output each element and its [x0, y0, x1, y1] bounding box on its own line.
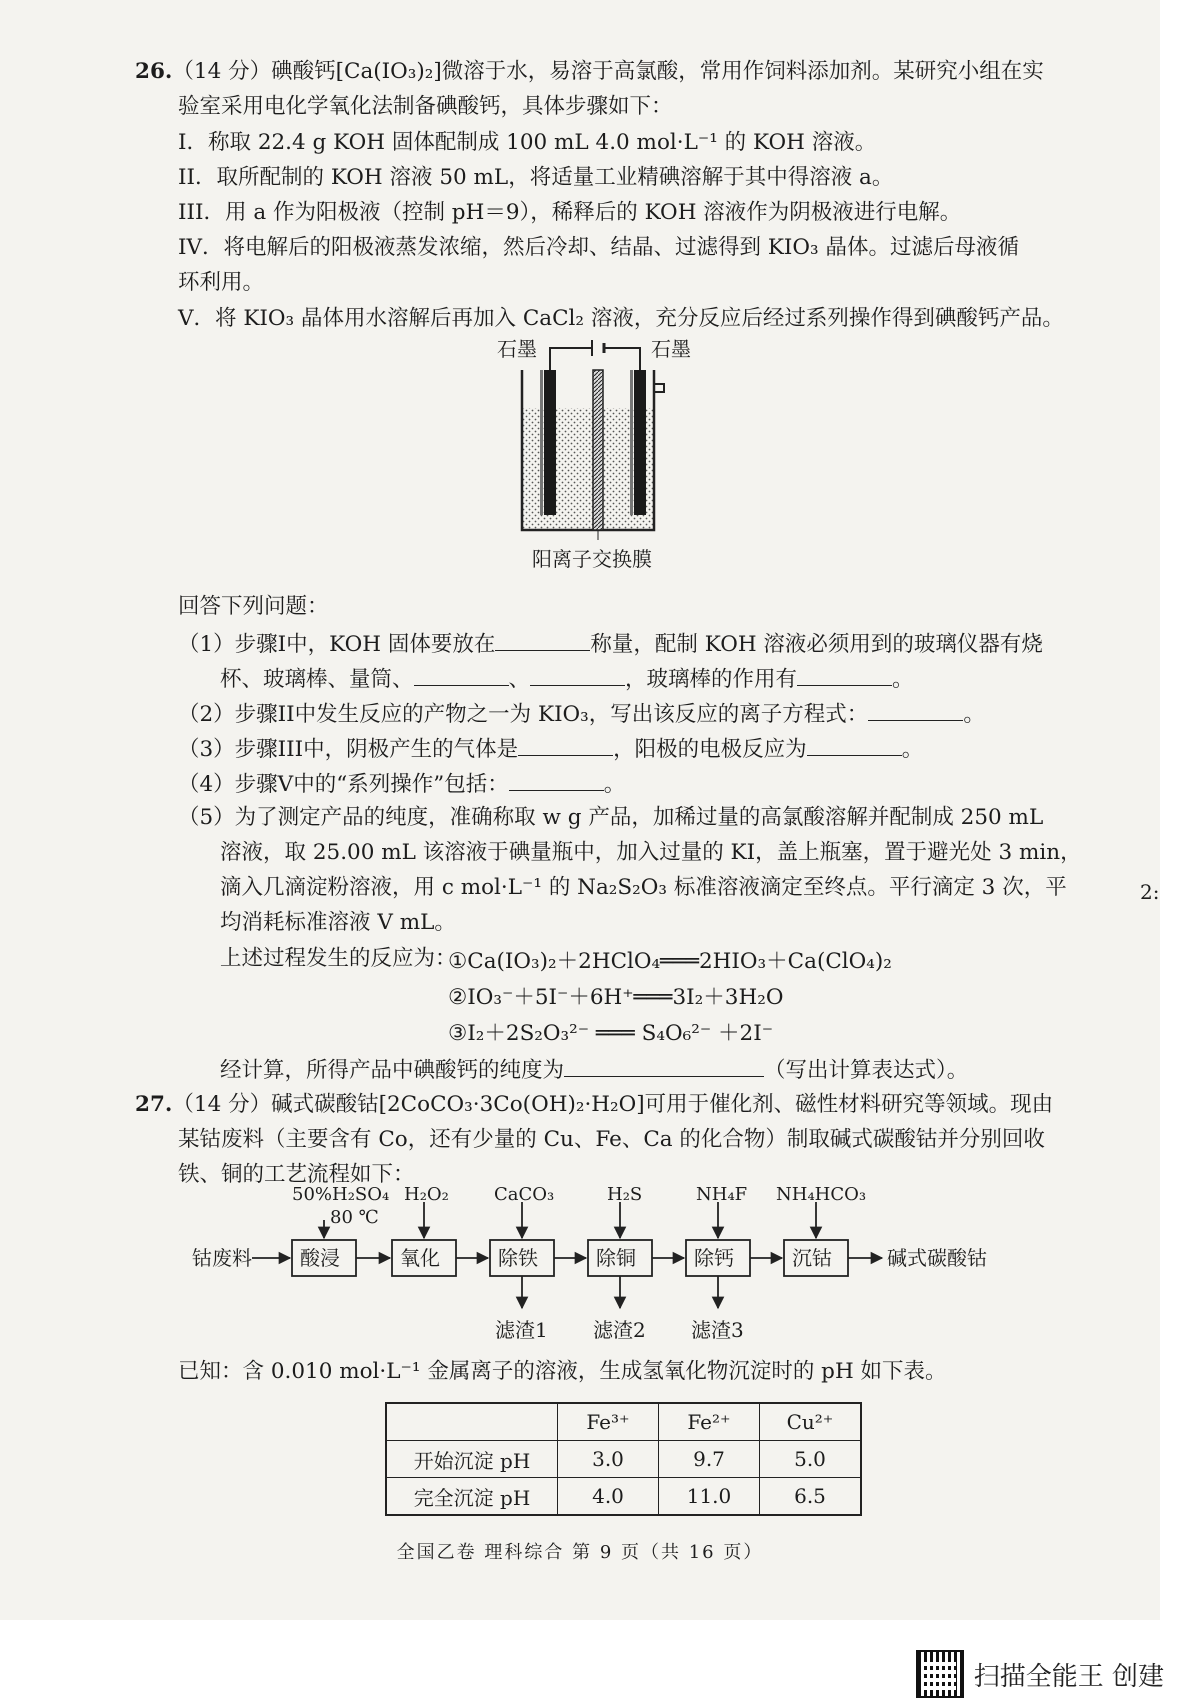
reagent-calcium-carbonate: CaCO₃: [494, 1184, 555, 1205]
answer-blank-3[interactable]: [530, 663, 625, 686]
q26-step-5: V．将 KIO₃ 晶体用水溶解后再加入 CaCl₂ 溶液，充分反应后经过系列操作得到碘酸钙产品。: [178, 306, 1064, 331]
q26-step-4b: 环利用。: [178, 270, 265, 295]
wire-left: [550, 348, 592, 375]
step-label-oxidation: 氧化: [400, 1246, 440, 1270]
table-cell: 3.0: [558, 1441, 659, 1478]
table-cell: 开始沉淀 pH: [386, 1441, 558, 1478]
q27-intro-1: 碱式碳酸钴[2CoCO₃·3Co(OH)₂·H₂O]可用于催化剂、磁性材料研究等领域。现由: [271, 1092, 1054, 1117]
reagent-sulfuric-acid: 50%H₂SO₄: [292, 1184, 390, 1205]
answer-blank-9[interactable]: [564, 1054, 764, 1077]
answer-blank-1[interactable]: [495, 628, 590, 651]
q26-step-3: III．用 a 作为阳极液（控制 pH＝9），稀释后的 KOH 溶液作为阴极液进行电解。: [178, 200, 962, 225]
q26-intro-line1: [135, 57, 1044, 87]
sub5-line1: （5）为了测定产品的纯度，准确称取 w g 产品，加稀过量的高氯酸溶解并配制成 250 mL: [178, 805, 1044, 830]
q26-intro-1: 碘酸钙[Ca(IO₃)₂]微溶于水，易溶于高氯酸，常用作饲料添加剂。某研究小组在实: [271, 59, 1044, 84]
sub1-separator: 、: [508, 667, 531, 692]
sub-question-1-line2: [220, 663, 914, 695]
ph-table: [385, 1402, 862, 1516]
step-label-remove-calcium: 除钙: [694, 1246, 734, 1270]
table-cell: 9.7: [659, 1441, 760, 1478]
sub-question-3: [178, 733, 923, 765]
table-row: [386, 1478, 861, 1516]
table-cell: 6.5: [760, 1478, 862, 1516]
step-label-acid-leach: 酸浸: [300, 1246, 340, 1270]
sub5-line4: 均消耗标准溶液 V mL。: [220, 910, 456, 935]
sub1-text-b: 称量，配制 KOH 溶液必须用到的玻璃仪器有烧: [590, 632, 1043, 657]
table-cell: 11.0: [659, 1478, 760, 1516]
known-condition: 已知：含 0.010 mol·L⁻¹ 金属离子的溶液，生成氢氧化物沉淀时的 pH 如下表。: [178, 1359, 947, 1384]
q26-intro-2: 验室采用电化学氧化法制备碘酸钙，具体步骤如下：: [178, 94, 673, 119]
step-label-remove-copper: 除铜: [596, 1246, 636, 1270]
sub1-text-d: ，玻璃棒的作用有: [625, 667, 798, 692]
page-footer: 全国乙卷 理科综合 第 9 页（共 16 页）: [396, 1542, 764, 1563]
sub-question-2: [178, 698, 985, 730]
flow-start-label: 钴废料: [192, 1246, 252, 1270]
right-electrode-label: 石墨: [651, 337, 691, 361]
q26-step-2: II．取所配制的 KOH 溶液 50 mL，将适量工业精碘溶解于其中得溶液 a。: [178, 165, 894, 190]
table-header-cell: Fe³⁺: [558, 1403, 659, 1441]
sub1-end: 。: [892, 667, 914, 692]
flow-end-label: 碱式碳酸钴: [887, 1246, 987, 1270]
answer-blank-2[interactable]: [414, 663, 509, 686]
q26-number: 26.: [135, 59, 173, 84]
answer-blank-4[interactable]: [797, 663, 892, 686]
right-graphite-electrode: [634, 370, 646, 515]
residue-2: 滤渣2: [593, 1318, 646, 1342]
q27-intro-2: 某钴废料（主要含有 Co，还有少量的 Cu、Fe、Ca 的化合物）制取碱式碳酸钴并分别回收: [178, 1127, 1045, 1152]
reaction-1: ①Ca(IO₃)₂＋2HClO₄═══2HIO₃＋Ca(ClO₄)₂: [448, 949, 892, 974]
condition-temperature: 80 ℃: [330, 1207, 379, 1228]
q27-score: （14 分）: [172, 1092, 272, 1117]
table-cell: 4.0: [558, 1478, 659, 1516]
residue-1: 滤渣1: [495, 1318, 548, 1342]
sub3-end: 。: [901, 737, 924, 762]
q26-step-4a: IV．将电解后的阳极液蒸发浓缩，然后冷却、结晶、过滤得到 KIO₃ 晶体。过滤后母液循: [178, 235, 1019, 260]
sub4-end: 。: [603, 772, 626, 797]
residue-3: 滤渣3: [691, 1318, 744, 1342]
answer-prompt: 回答下列问题：: [178, 594, 329, 619]
table-row: [386, 1441, 861, 1478]
sub5-line2: 溶液，取 25.00 mL 该溶液于碘量瓶中，加入过量的 KI，盖上瓶塞，置于避光处 3 min，: [220, 840, 1082, 865]
electrolysis-cell-diagram: [510, 340, 750, 564]
table-cell: 完全沉淀 pH: [386, 1478, 558, 1516]
qr-code-icon: [916, 1650, 964, 1698]
table-header-cell: Cu²⁺: [760, 1403, 862, 1441]
sub-question-1-line1: [178, 628, 1043, 660]
reagent-hydrogen-peroxide: H₂O₂: [404, 1184, 449, 1205]
sub4-text: （4）步骤V中的“系列操作”包括：: [178, 772, 509, 797]
sub2-end: 。: [963, 702, 985, 727]
step-label-precipitate-cobalt: 沉钴: [792, 1246, 832, 1270]
table-header-cell: Fe²⁺: [659, 1403, 760, 1441]
reagent-hydrogen-sulfide: H₂S: [607, 1184, 643, 1205]
reagent-ammonium-bicarbonate: NH₄HCO₃: [776, 1184, 867, 1205]
q27-intro-3: 铁、铜的工艺流程如下：: [178, 1162, 415, 1187]
reaction-3: ③I₂＋2S₂O₃²⁻ ═══ S₄O₆²⁻ ＋2I⁻: [448, 1021, 774, 1046]
scanner-watermark-text: 扫描全能王 创建: [973, 1661, 1164, 1692]
purity-text-a: 经计算，所得产品中碘酸钙的纯度为: [220, 1058, 565, 1083]
table-cell: 5.0: [760, 1441, 862, 1478]
outlet-tube: [654, 384, 664, 392]
answer-blank-7[interactable]: [807, 733, 902, 756]
edge-mark: 2:: [1140, 880, 1160, 904]
reagent-ammonium-fluoride: NH₄F: [696, 1184, 748, 1205]
q26-score: （14 分）: [172, 59, 272, 84]
answer-blank-5[interactable]: [868, 698, 963, 721]
q26-step-1: I．称取 22.4 g KOH 固体配制成 100 mL 4.0 mol·L⁻¹ 的 KOH 溶液。: [178, 130, 877, 155]
q27-intro-line1: [135, 1090, 1053, 1120]
scanner-watermark: [916, 1650, 1164, 1698]
reaction-2: ②IO₃⁻＋5I⁻＋6H⁺═══3I₂＋3H₂O: [448, 985, 784, 1010]
purity-text-b: （写出计算表达式）。: [764, 1058, 969, 1083]
sub-question-4: [178, 768, 625, 800]
step-label-remove-iron: 除铁: [498, 1246, 538, 1270]
q27-number: 27.: [135, 1092, 173, 1117]
answer-blank-6[interactable]: [518, 733, 613, 756]
membrane-label: 阳离子交换膜: [532, 547, 652, 571]
answer-blank-8[interactable]: [509, 768, 604, 791]
cation-exchange-membrane: [593, 370, 603, 530]
sub3-text-a: （3）步骤III中，阴极产生的气体是: [178, 737, 519, 762]
reaction-intro: 上述过程发生的反应为：: [220, 946, 457, 971]
table-header-cell: [386, 1403, 558, 1441]
table-header-row: [386, 1403, 861, 1441]
sub1-text-a: （1）步骤I中，KOH 固体要放在: [178, 632, 496, 657]
sub2-text: （2）步骤II中发生反应的产物之一为 KIO₃，写出该反应的离子方程式：: [178, 702, 869, 727]
sub3-text-b: ，阳极的电极反应为: [613, 737, 807, 762]
sub5-line3: 滴入几滴淀粉溶液，用 c mol·L⁻¹ 的 Na₂S₂O₃ 标准溶液滴定至终点。平行滴定 3 次，平: [220, 875, 1067, 900]
sub1-text-c: 杯、玻璃棒、量筒、: [220, 667, 414, 692]
purity-question: [220, 1054, 968, 1086]
left-electrode-label: 石墨: [497, 337, 537, 361]
left-graphite-electrode: [544, 370, 556, 515]
